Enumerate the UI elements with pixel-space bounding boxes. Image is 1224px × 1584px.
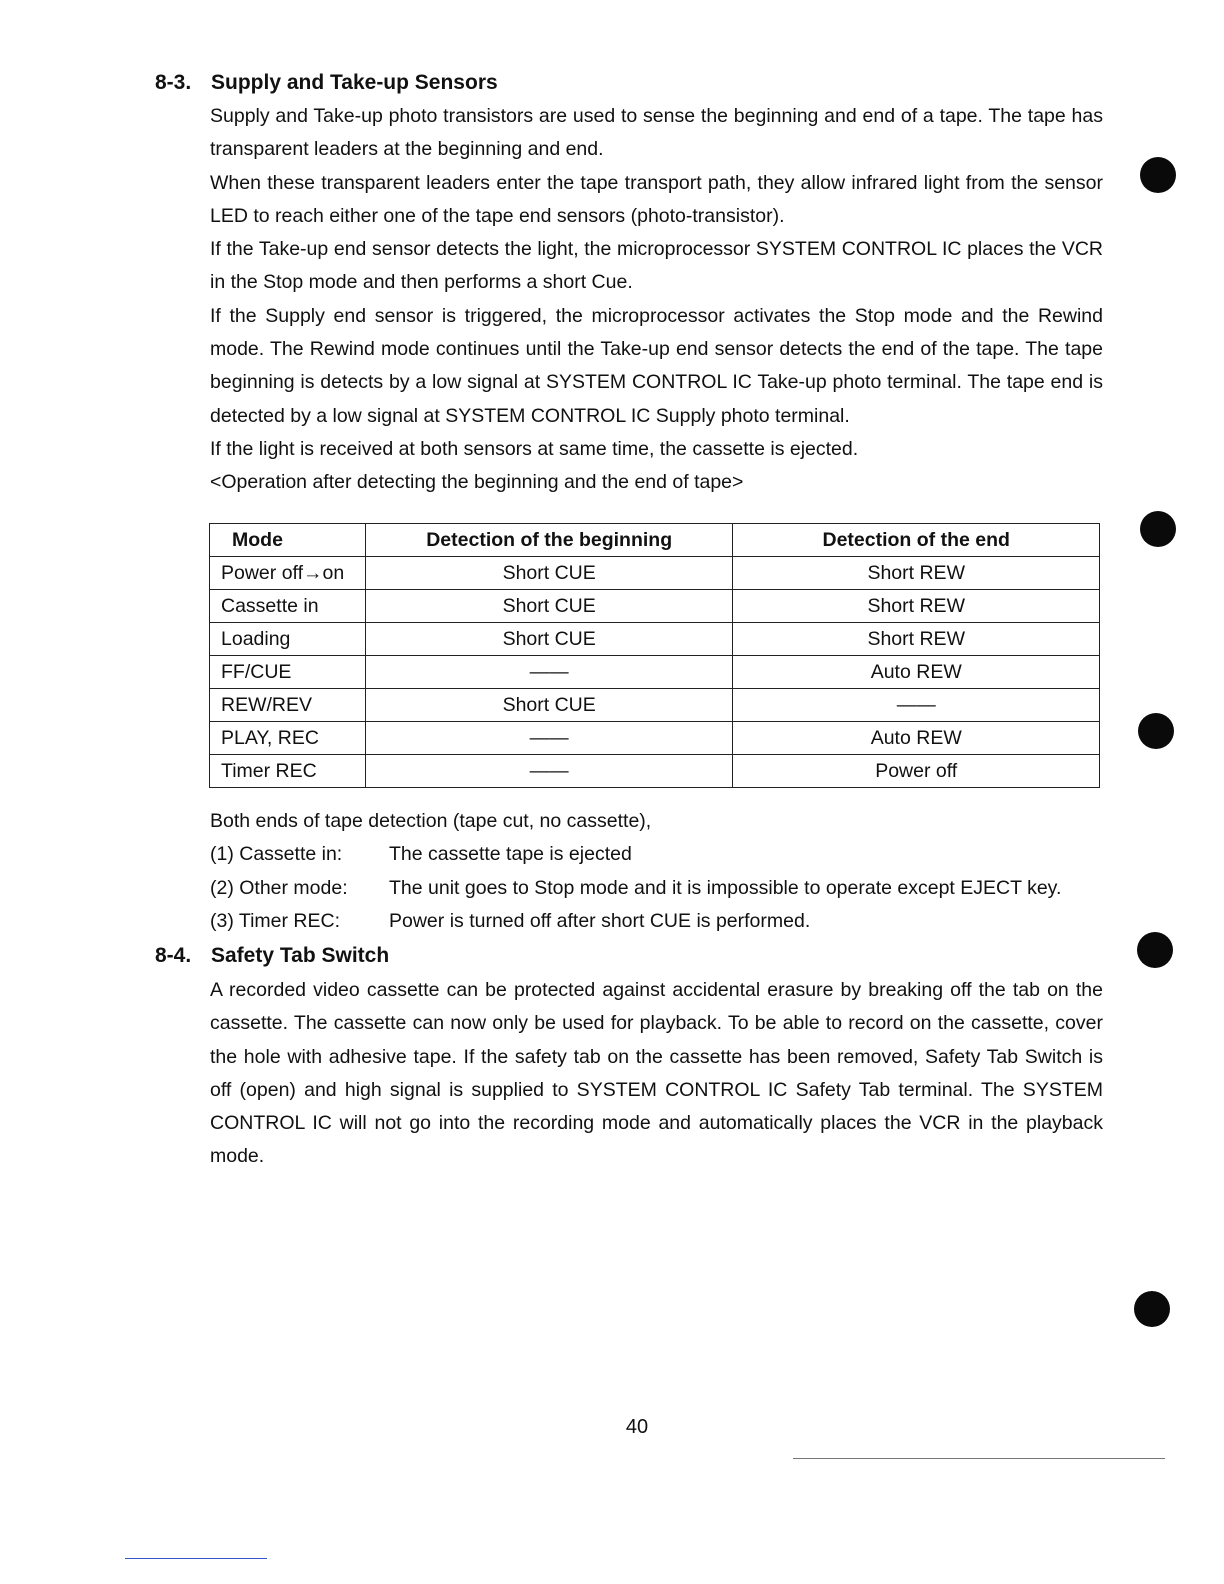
list-item xyxy=(210,872,1061,905)
paragraph: Supply and Take-up photo transistors are used to sense the beginning and end of a tape. The tape has transparent leaders at the beginning and end. xyxy=(210,105,1103,161)
cell-mode: FF/CUE xyxy=(210,656,366,689)
cell-end: Power off xyxy=(733,755,1100,788)
table-row xyxy=(210,722,1100,755)
paragraph: <Operation after detecting the beginning and the end of tape> xyxy=(210,471,744,494)
section-title: Supply and Take-up Sensors xyxy=(211,71,498,94)
cell-beginning: —— xyxy=(365,755,733,788)
divider xyxy=(793,1458,1165,1459)
cell-mode: PLAY, REC xyxy=(210,722,366,755)
punch-hole xyxy=(1138,713,1174,749)
cell-beginning: Short CUE xyxy=(365,557,733,590)
paragraph: If the Supply end sensor is triggered, the microprocessor activates the Stop mode and the Rewind mode. The Rewind mode continues until the Take-up end sensor detects the end of the tape. The tape beginning is detects by a low signal at SYSTEM CONTROL IC Take-up photo terminal. The tape end is detected by a low signal at SYSTEM CONTROL IC Supply photo terminal. xyxy=(210,304,1103,427)
page-number: 40 xyxy=(625,1416,649,1438)
cell-beginning: —— xyxy=(365,722,733,755)
punch-hole xyxy=(1140,511,1176,547)
both-ends-detection xyxy=(210,805,1061,938)
item-text: The unit goes to Stop mode and it is impossible to operate except EJECT key. xyxy=(389,876,1062,899)
cell-end: —— xyxy=(733,689,1100,722)
operation-table xyxy=(209,523,1100,788)
paragraph: If the Take-up end sensor detects the light, the microprocessor SYSTEM CONTROL IC places the VCR in the Stop mode and then performs a short Cue. xyxy=(210,238,1103,294)
section-8-3-body xyxy=(210,100,1103,500)
paragraph: A recorded video cassette can be protected against accidental erasure by breaking off the tab on the cassette. The cassette can now only be used for playback. To be able to record on the cassette, cover the hole with adhesive tape. If the safety tab on the cassette has been removed, Safety Tab Switch is off (open) and high signal is supplied to SYSTEM CONTROL IC Safety Tab terminal. The SYSTEM CONTROL IC will not go into the recording mode and automatically places the VCR in the playback mode. xyxy=(210,979,1103,1168)
paragraph: If the light is received at both sensors at same time, the cassette is ejected. xyxy=(210,437,859,460)
section-title: Safety Tab Switch xyxy=(211,944,390,967)
table-row xyxy=(210,755,1100,788)
header-detection-end: Detection of the end xyxy=(733,524,1100,557)
cell-beginning: Short CUE xyxy=(365,590,733,623)
paragraph: When these transparent leaders enter the tape transport path, they allow infrared light from the sensor LED to reach either one of the tape end sensors (photo-transistor). xyxy=(210,171,1103,227)
cell-mode: REW/REV xyxy=(210,689,366,722)
punch-hole xyxy=(1140,157,1176,193)
section-number: 8-4. xyxy=(155,944,192,967)
punch-hole xyxy=(1137,932,1173,968)
cell-mode: Loading xyxy=(210,623,366,656)
cell-end: Short REW xyxy=(733,623,1100,656)
section-8-4-heading xyxy=(155,943,389,969)
cell-mode: Cassette in xyxy=(210,590,366,623)
item-label: (1) Cassette in: xyxy=(210,843,343,866)
list-item xyxy=(210,838,1061,871)
section-number: 8-3. xyxy=(155,71,192,94)
table-row xyxy=(210,590,1100,623)
cell-end: Auto REW xyxy=(733,656,1100,689)
cell-end: Short REW xyxy=(733,590,1100,623)
cell-beginning: Short CUE xyxy=(365,623,733,656)
divider xyxy=(125,1558,267,1559)
table-row xyxy=(210,557,1100,590)
cell-mode: Timer REC xyxy=(210,755,366,788)
item-label: (2) Other mode: xyxy=(210,876,348,899)
table-header-row xyxy=(210,524,1100,557)
item-label: (3) Timer REC: xyxy=(210,909,341,932)
table-row xyxy=(210,623,1100,656)
section-8-3-heading xyxy=(155,70,498,96)
both-ends-intro: Both ends of tape detection (tape cut, no cassette), xyxy=(210,810,652,832)
cell-mode: Power off→on xyxy=(210,557,366,590)
item-text: Power is turned off after short CUE is performed. xyxy=(389,909,811,932)
header-mode: Mode xyxy=(210,524,366,557)
table-row xyxy=(210,656,1100,689)
list-item xyxy=(210,905,1061,938)
table-row xyxy=(210,689,1100,722)
cell-end: Short REW xyxy=(733,557,1100,590)
cell-end: Auto REW xyxy=(733,722,1100,755)
cell-beginning: —— xyxy=(365,656,733,689)
item-text: The cassette tape is ejected xyxy=(389,843,632,866)
header-detection-beginning: Detection of the beginning xyxy=(365,524,733,557)
punch-hole xyxy=(1134,1291,1170,1327)
cell-beginning: Short CUE xyxy=(365,689,733,722)
section-8-4-body xyxy=(210,974,1103,1174)
